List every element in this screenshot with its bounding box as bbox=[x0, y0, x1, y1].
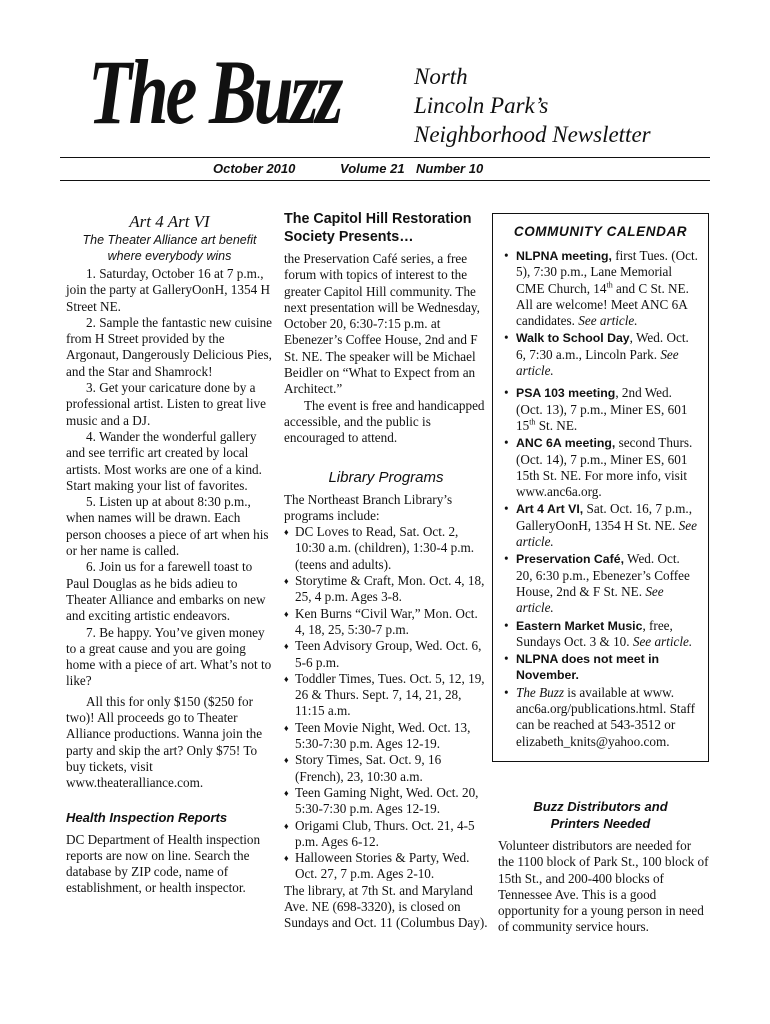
list-item: ♦ Teen Movie Night, Wed. Oct. 13, 5:30-7:30 p.m. Ages 12-19. bbox=[284, 719, 471, 752]
issue-volume: Volume 21 bbox=[340, 161, 405, 176]
article-title: Health Inspection Reports bbox=[66, 809, 228, 825]
diamond-bullet-icon: ♦ bbox=[284, 820, 289, 831]
divider bbox=[60, 157, 710, 158]
article-paragraph: 7. Be happy. You’ve given money to a great cause and you are going home with a piece of art. What’s not to like? bbox=[66, 624, 272, 689]
article-paragraph: All this for only $150 ($250 for two)! All proceeds go to Theater Alliance productions. Wanna join the party and skip the art? Only $75! To buy tickets, visit www.theateralliance.com. bbox=[66, 693, 263, 791]
list-item: ♦ Story Times, Sat. Oct. 9, 16 (French), 23, 10:30 a.m. bbox=[284, 752, 442, 784]
calendar-item: • The Buzz is available at www. anc6a.org/publications.html. Staff can be reached at 543-3512 or elizabeth_knits@yahoo.com. bbox=[504, 684, 695, 749]
bullet-icon: • bbox=[504, 385, 509, 401]
diamond-bullet-icon: ♦ bbox=[284, 641, 289, 652]
calendar-item: • Eastern Market Music, free, Sundays Oct. 3 & 10. See article. bbox=[504, 617, 693, 649]
article-paragraph: 4. Wander the wonderful gallery and see terrific art created by local artists. Most works are one of a kind. Start making your list of favorites. bbox=[66, 428, 262, 493]
calendar-title: COMMUNITY CALENDAR bbox=[513, 224, 688, 239]
issue-info bbox=[0, 160, 770, 178]
subtitle-line: North bbox=[414, 64, 468, 89]
subtitle-line: The Theater Alliance art benefit bbox=[82, 233, 257, 247]
calendar-list bbox=[502, 248, 699, 750]
article-paragraph: 3. Get your caricature done by a professional artist. Listen to great live music and a DJ. bbox=[66, 380, 266, 428]
list-item: ♦ Teen Advisory Group, Wed. Oct. 6, 5-6 p.m. bbox=[284, 638, 482, 670]
calendar-item: • Preservation Café, Wed. Oct. 20, 6:30 p.m., Ebenezer’s Coffee House, 2nd & F St. NE. See article. bbox=[504, 551, 690, 616]
bullet-icon: • bbox=[504, 248, 509, 263]
calendar-item: • PSA 103 meeting, 2nd Wed. (Oct. 13), 7 p.m., Miner ES, 601 15th St. NE. bbox=[504, 385, 688, 433]
middle-column bbox=[284, 210, 488, 932]
article-paragraph: DC Department of Health inspection reports are now on line. Search the database by ZIP code, name of establishment, or health inspector. bbox=[66, 831, 261, 896]
article-paragraph: the Preservation Café series, a free forum with topics of interest to the greater Capitol Hill community. The next presentation will be Wednesday, October 20, 6:30-7:15 p.m. at Ebenezer’s Coffee House, 2nd and F St. NE. The speaker will be Michael Beidler on “What to Expect from an Architect.” bbox=[284, 251, 480, 397]
list-item: ♦ Halloween Stories & Party, Wed. Oct. 27, 7 p.m. Ages 2-10. bbox=[284, 850, 470, 882]
title-line: Buzz Distributors and bbox=[533, 798, 668, 814]
article-title: Library Programs bbox=[328, 468, 444, 486]
bullet-icon: • bbox=[504, 651, 509, 667]
bullet-icon: • bbox=[504, 501, 509, 517]
article-title bbox=[492, 798, 709, 832]
issue-number: Number 10 bbox=[416, 161, 484, 176]
diamond-bullet-icon: ♦ bbox=[284, 608, 289, 619]
calendar-item: • ANC 6A meeting, second Thurs. (Oct. 14), 7 p.m., Miner ES, 601 15th St. NE. For more info, visit www.anc6a.org. bbox=[504, 435, 693, 500]
newsletter-title: The Buzz bbox=[88, 41, 341, 143]
article-title bbox=[284, 210, 488, 246]
diamond-bullet-icon: ♦ bbox=[284, 673, 289, 684]
article-paragraph: 5. Listen up at about 8:30 p.m., when names will be drawn. Each person chooses a piece of art when his or her name is called. bbox=[66, 494, 269, 559]
list-item: ♦ DC Loves to Read, Sat. Oct. 2, 10:30 a.m. (children), 1:30-4 p.m. (teens and adults). bbox=[284, 524, 475, 572]
community-calendar bbox=[492, 213, 709, 762]
bullet-icon: • bbox=[504, 551, 509, 567]
article-paragraph: The event is free and handicapped accessible, and the public is encouraged to attend. bbox=[284, 397, 485, 446]
article-title: Art 4 Art VI bbox=[129, 212, 210, 231]
article-subtitle bbox=[66, 232, 273, 264]
bullet-icon: • bbox=[504, 435, 509, 451]
list-item: ♦ Toddler Times, Tues. Oct. 5, 12, 19, 26 & Thurs. Sept. 7, 14, 21, 28, 11:15 a.m. bbox=[284, 670, 485, 719]
diamond-bullet-icon: ♦ bbox=[284, 527, 289, 538]
list-item: ♦ Ken Burns “Civil War,” Mon. Oct. 4, 18, 25, 5:30-7 p.m. bbox=[284, 605, 478, 637]
title-line: The Capitol Hill Restoration bbox=[284, 211, 472, 227]
newsletter-subtitle bbox=[414, 62, 651, 149]
list-item: ♦ Storytime & Craft, Mon. Oct. 4, 18, 25, 4 p.m. Ages 3-8. bbox=[284, 573, 485, 605]
subtitle-line: where everybody wins bbox=[107, 249, 232, 263]
article-paragraph: The Northeast Branch Library’s programs include: bbox=[284, 491, 453, 523]
bullet-icon: • bbox=[504, 617, 509, 633]
list-item: ♦ Teen Gaming Night, Wed. Oct. 20, 5:30-7:30 p.m. Ages 12-19. bbox=[284, 784, 479, 817]
diamond-bullet-icon: ♦ bbox=[284, 722, 289, 733]
article-paragraph: 6. Join us for a farewell toast to Paul Douglas as he bids adieu to Theater Alliance and embarks on new and exciting artistic endeavors. bbox=[66, 559, 266, 624]
divider bbox=[60, 180, 710, 181]
title-line: Printers Needed bbox=[550, 815, 651, 831]
article-paragraph: The library, at 7th St. and Maryland Ave. NE (698-3320), is closed on Sundays and Oct. 11 (Columbus Day). bbox=[284, 882, 488, 931]
calendar-item: • NLPNA meeting, first Tues. (Oct. 5), 7:30 p.m., Lane Memorial CME Church, 14th and C St. NE. All are welcome! Meet ANC 6A candidates. See article. bbox=[504, 248, 698, 329]
subtitle-line: Lincoln Park’s bbox=[414, 93, 549, 118]
calendar-item: • Walk to School Day, Wed. Oct. 6, 7:30 a.m., Lincoln Park. See article. bbox=[504, 330, 689, 379]
article-paragraph: 2. Sample the fantastic new cuisine from H Street provided by the Argonaut, Dangerously Delicious Pies, and the Star and Shamrock! bbox=[66, 314, 273, 379]
calendar-item: • Art 4 Art VI, Sat. Oct. 16, 7 p.m., GalleryOonH, 1354 H St. NE. See article. bbox=[504, 501, 697, 550]
issue-date: October 2010 bbox=[213, 161, 296, 176]
left-column bbox=[66, 212, 273, 897]
right-column bbox=[492, 213, 709, 936]
list-item: ♦ Origami Club, Thurs. Oct. 21, 4-5 p.m. Ages 6-12. bbox=[284, 817, 475, 849]
diamond-bullet-icon: ♦ bbox=[284, 853, 289, 864]
diamond-bullet-icon: ♦ bbox=[284, 576, 289, 587]
bullet-icon: • bbox=[504, 684, 509, 700]
diamond-bullet-icon: ♦ bbox=[284, 755, 289, 766]
diamond-bullet-icon: ♦ bbox=[284, 787, 289, 798]
article-paragraph: 1. Saturday, October 16 at 7 p.m., join the party at GalleryOonH, 1354 H Street NE. bbox=[66, 266, 270, 314]
title-line: Society Presents… bbox=[284, 229, 414, 245]
bullet-icon: • bbox=[504, 330, 509, 346]
program-list bbox=[284, 524, 488, 883]
calendar-item: • NLPNA does not meet in November. bbox=[504, 651, 660, 683]
article-paragraph: Volunteer distributors are needed for the 1100 block of Park St., 100 block of 15th St., and 200-400 blocks of Tennessee Ave. This is a good opportunity for a young person in need of community service hours. bbox=[498, 837, 709, 935]
subtitle-line: Neighborhood Newsletter bbox=[414, 122, 651, 147]
